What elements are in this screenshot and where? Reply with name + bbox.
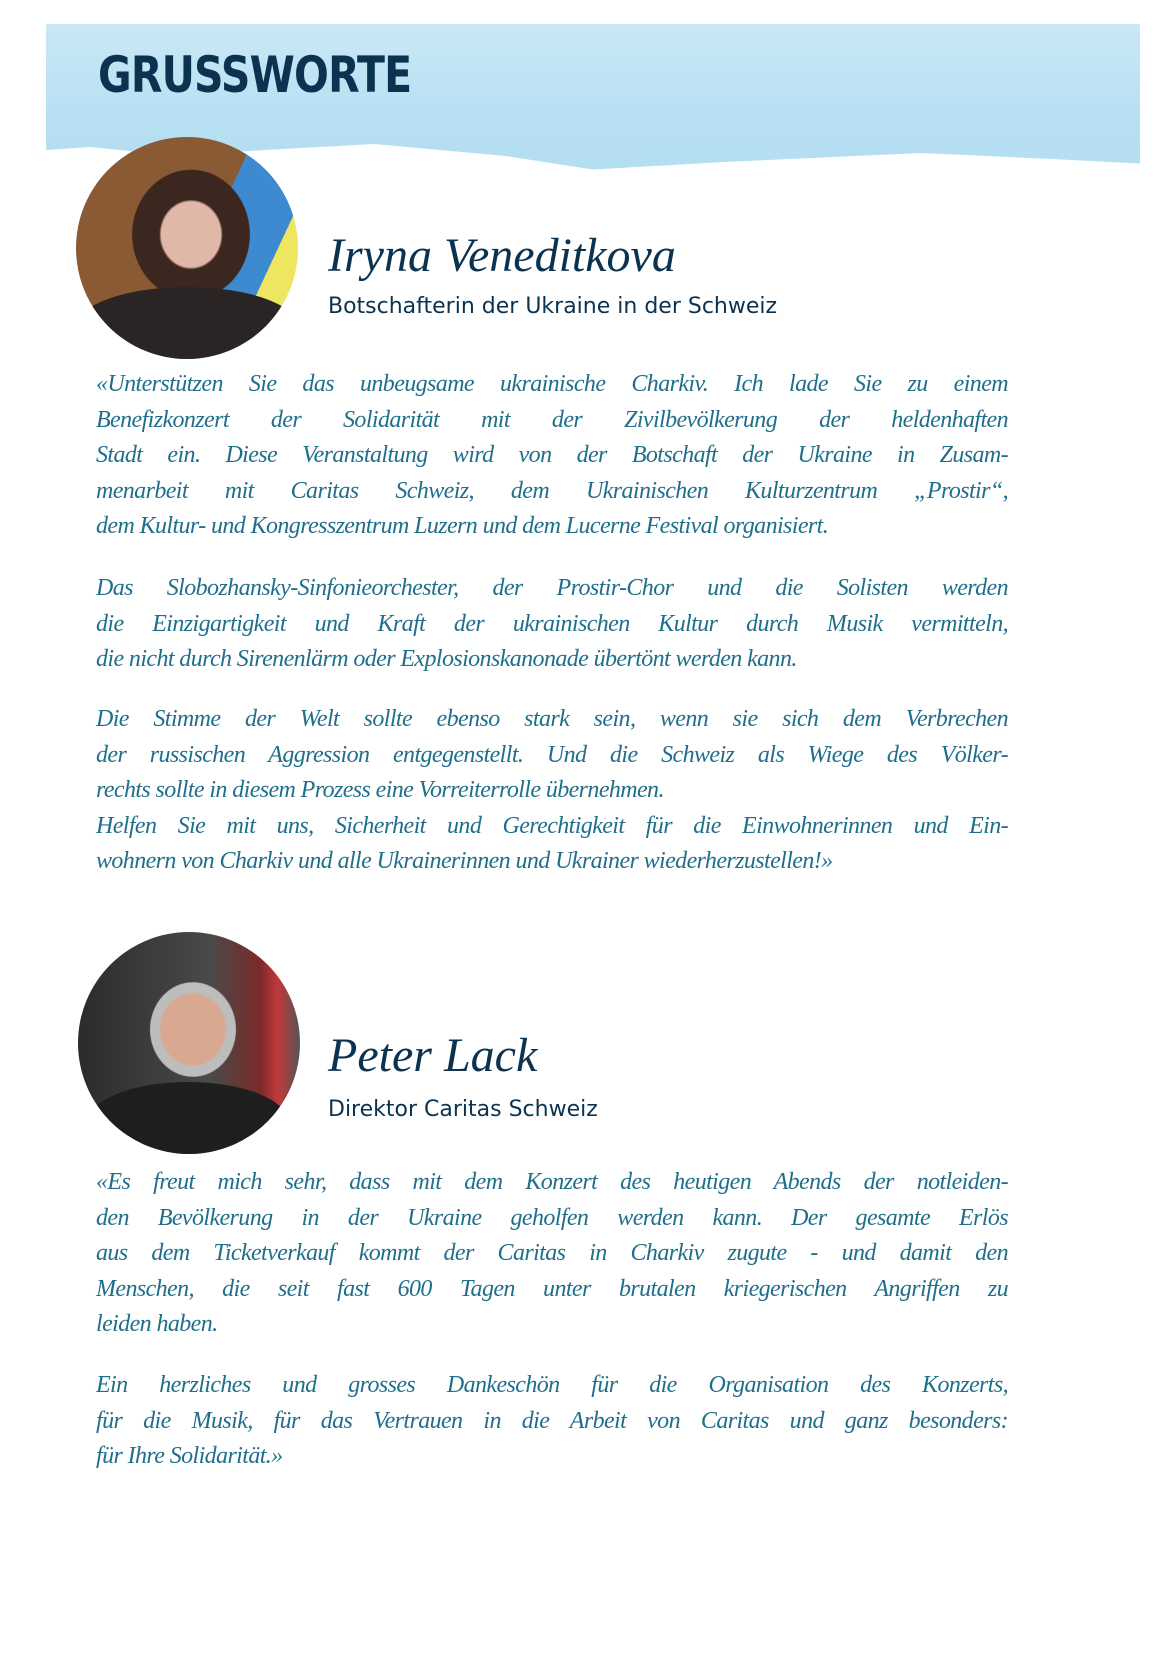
quote-paragraph bbox=[96, 1368, 1008, 1475]
quote-paragraph bbox=[96, 1165, 1008, 1343]
quote-line: «Es freut mich sehr, dass mit dem Konzert des heutigen Abends der notleiden- bbox=[96, 1169, 1008, 1195]
quote-line: Helfen Sie mit uns, Sicherheit und Gerechtigkeit für die Einwohnerinnen und Ein- bbox=[96, 812, 1008, 839]
quote-line: die nicht durch Sirenenlärm oder Explosionskanonade übertönt werden kann. bbox=[96, 646, 797, 672]
speaker-role: Botschafterin der Ukraine in der Schweiz bbox=[328, 294, 778, 319]
speaker-role: Direktor Caritas Schweiz bbox=[328, 1097, 598, 1122]
portrait-iryna-veneditkova bbox=[76, 137, 298, 359]
quote-line: die Einzigartigkeit und Kraft der ukrainischen Kultur durch Musik vermitteln, bbox=[96, 610, 1008, 637]
quote-line: aus dem Ticketverkauf kommt der Caritas in Charkiv zugute - und damit den bbox=[96, 1240, 1008, 1266]
quote-line: Benefizkonzert der Solidarität mit der Zivilbevölkerung der heldenhaften bbox=[96, 406, 1008, 433]
quote-paragraph bbox=[96, 702, 1008, 880]
portrait-peter-lack bbox=[78, 932, 300, 1154]
quote-line: den Bevölkerung in der Ukraine geholfen werden kann. Der gesamte Erlös bbox=[96, 1204, 1008, 1231]
quote-line: rechts sollte in diesem Prozess eine Vorreiterrolle übernehmen. bbox=[96, 777, 664, 803]
quote-line: dem Kultur- und Kongresszentrum Luzern und dem Lucerne Festival organisiert. bbox=[96, 513, 829, 539]
quote-paragraph bbox=[96, 367, 1008, 545]
quote-line: für die Musik, für das Vertrauen in die Arbeit von Caritas und ganz besonders: bbox=[96, 1407, 1008, 1434]
quote-line: Stadt ein. Diese Veranstaltung wird von der Botschaft der Ukraine in Zusam- bbox=[96, 442, 1008, 468]
quote-line: Menschen, die seit fast 600 Tagen unter brutalen kriegerischen Angriffen zu bbox=[96, 1275, 1008, 1302]
quote-line: Das Slobozhansky-Sinfonieorchester, der Prostir-Chor und die Solisten werden bbox=[96, 575, 1008, 601]
page-title: GRUSSWORTE bbox=[98, 46, 412, 104]
quote-line: wohnern von Charkiv und alle Ukrainerinnen und Ukrainer wiederherzustellen!» bbox=[96, 848, 833, 874]
quote-line: Ein herzliches und grosses Dankeschön für die Organisation des Konzerts, bbox=[96, 1372, 1008, 1398]
quote-paragraph bbox=[96, 571, 1008, 678]
quote-line: Die Stimme der Welt sollte ebenso stark sein, wenn sie sich dem Verbrechen bbox=[96, 706, 1008, 732]
quote-line: für Ihre Solidarität.» bbox=[96, 1443, 283, 1469]
speaker-name: Iryna Veneditkova bbox=[328, 229, 676, 282]
quote-line: leiden haben. bbox=[96, 1311, 218, 1337]
quote-line: der russischen Aggression entgegenstellt. Und die Schweiz als Wiege des Völker- bbox=[96, 741, 1008, 768]
quote-line: menarbeit mit Caritas Schweiz, dem Ukrainischen Kulturzentrum „Prostir“, bbox=[96, 477, 1008, 504]
speaker-name: Peter Lack bbox=[328, 1029, 538, 1082]
quote-line: «Unterstützen Sie das unbeugsame ukrainische Charkiv. Ich lade Sie zu einem bbox=[96, 371, 1008, 397]
